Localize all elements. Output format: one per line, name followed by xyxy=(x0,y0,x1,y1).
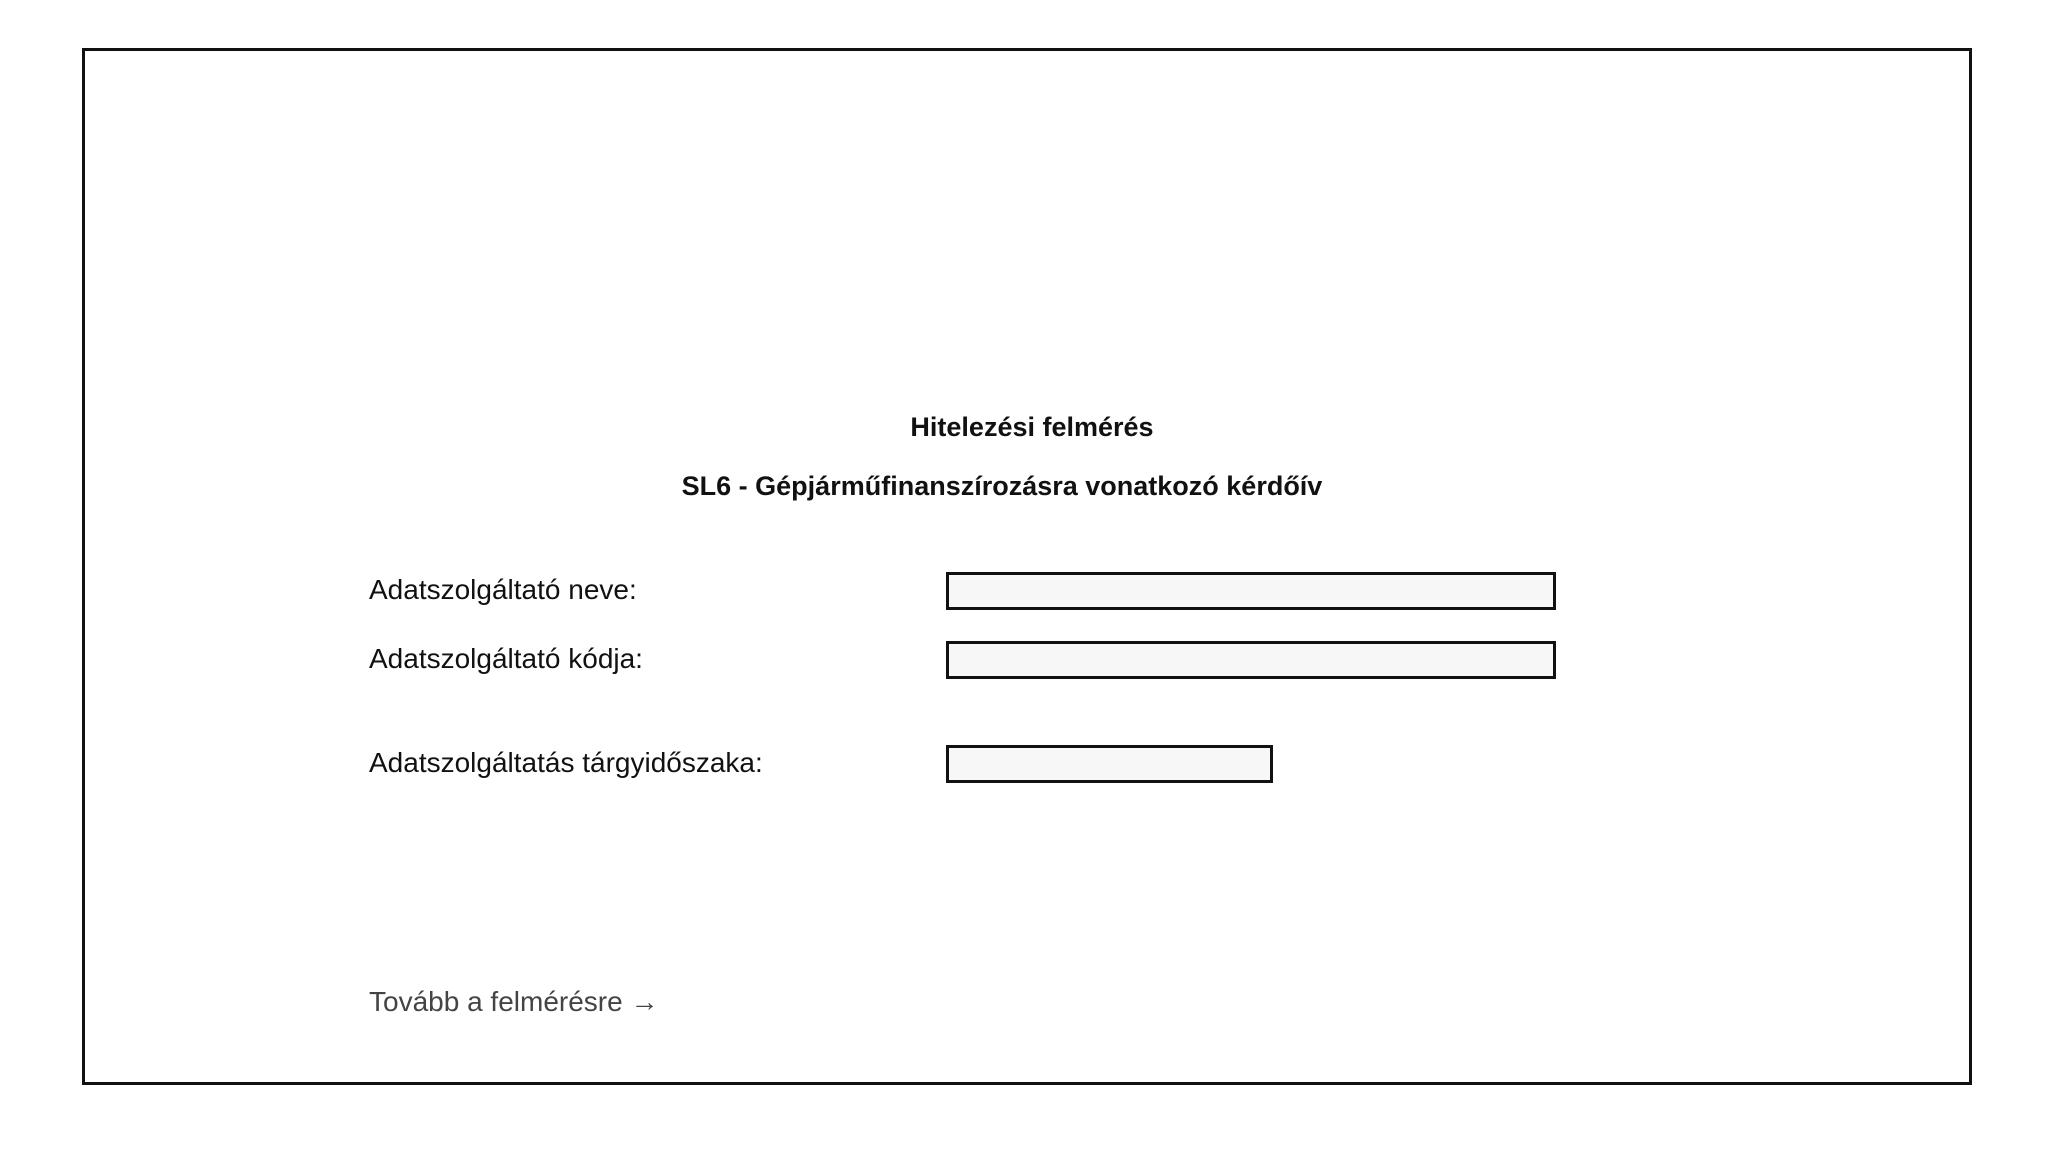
reporting-period-label: Adatszolgáltatás tárgyidőszaka: xyxy=(369,747,763,778)
provider-code-label: Adatszolgáltató kódja: xyxy=(369,643,643,674)
page-title: Hitelezési felmérés xyxy=(910,412,1154,442)
provider-name-input[interactable] xyxy=(946,572,1556,610)
page-subtitle: SL6 - Gépjárműfinanszírozásra vonatkozó kérdőív xyxy=(681,471,1323,501)
reporting-period-input[interactable] xyxy=(946,745,1273,783)
provider-name-label: Adatszolgáltató neve: xyxy=(369,574,637,605)
continue-to-survey-link[interactable]: Tovább a felmérésre → xyxy=(369,986,659,1017)
form-frame xyxy=(82,48,1972,1085)
provider-code-input[interactable] xyxy=(946,641,1556,679)
